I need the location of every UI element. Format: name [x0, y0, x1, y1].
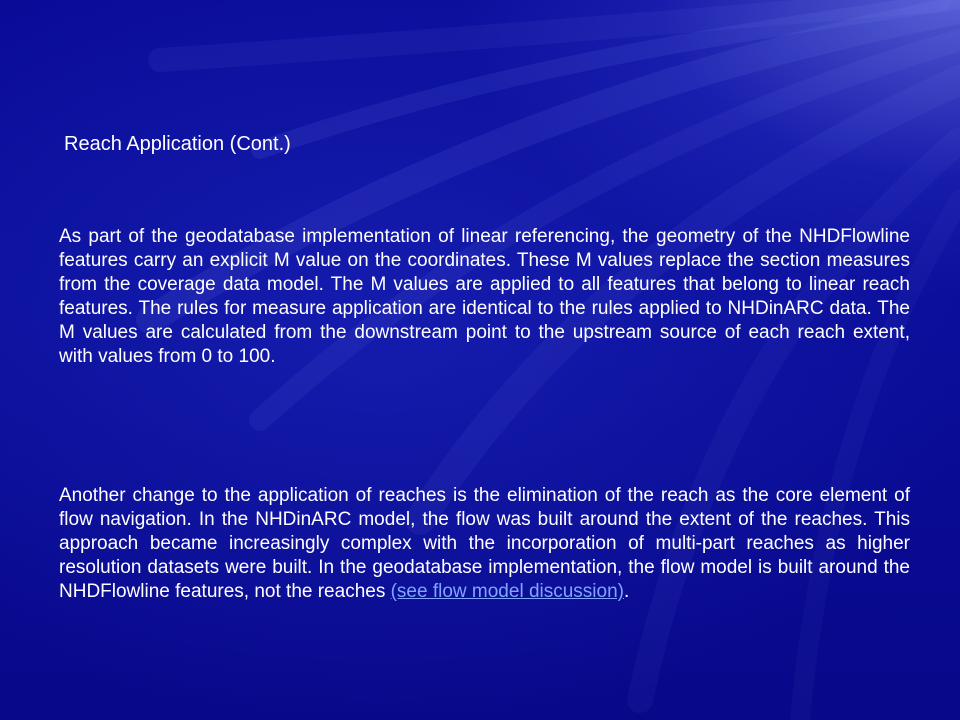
paragraph-2-text: Another change to the application of reaches is the elimination of the reach as the core element of flow navigation. In the NHDinARC model, the flow was built around the extent of the reaches. This approach became increasingly complex with the incorporation of multi-part reaches as higher resolution datasets were built. In the geodatabase implementation, the flow model is built around the NHDFlowline features, not the reaches	[59, 485, 910, 602]
slide-title: Reach Application (Cont.)	[64, 133, 291, 155]
paragraph-2-end: .	[623, 581, 630, 602]
flow-model-discussion-link[interactable]: (see flow model discussion)	[390, 581, 624, 602]
paragraph-2	[59, 484, 910, 604]
paragraph-1: As part of the geodatabase implementation of linear referencing, the geometry of the NHDFlowline features carry an explicit M value on the coordinates. These M values replace the section measures from the coverage data model. The M values are applied to all features that belong to linear reach features. The rules for measure application are identical to the rules applied to NHDinARC data. The M values are calculated from the downstream point to the upstream source of each reach extent, with values from 0 to 100.	[59, 226, 910, 367]
